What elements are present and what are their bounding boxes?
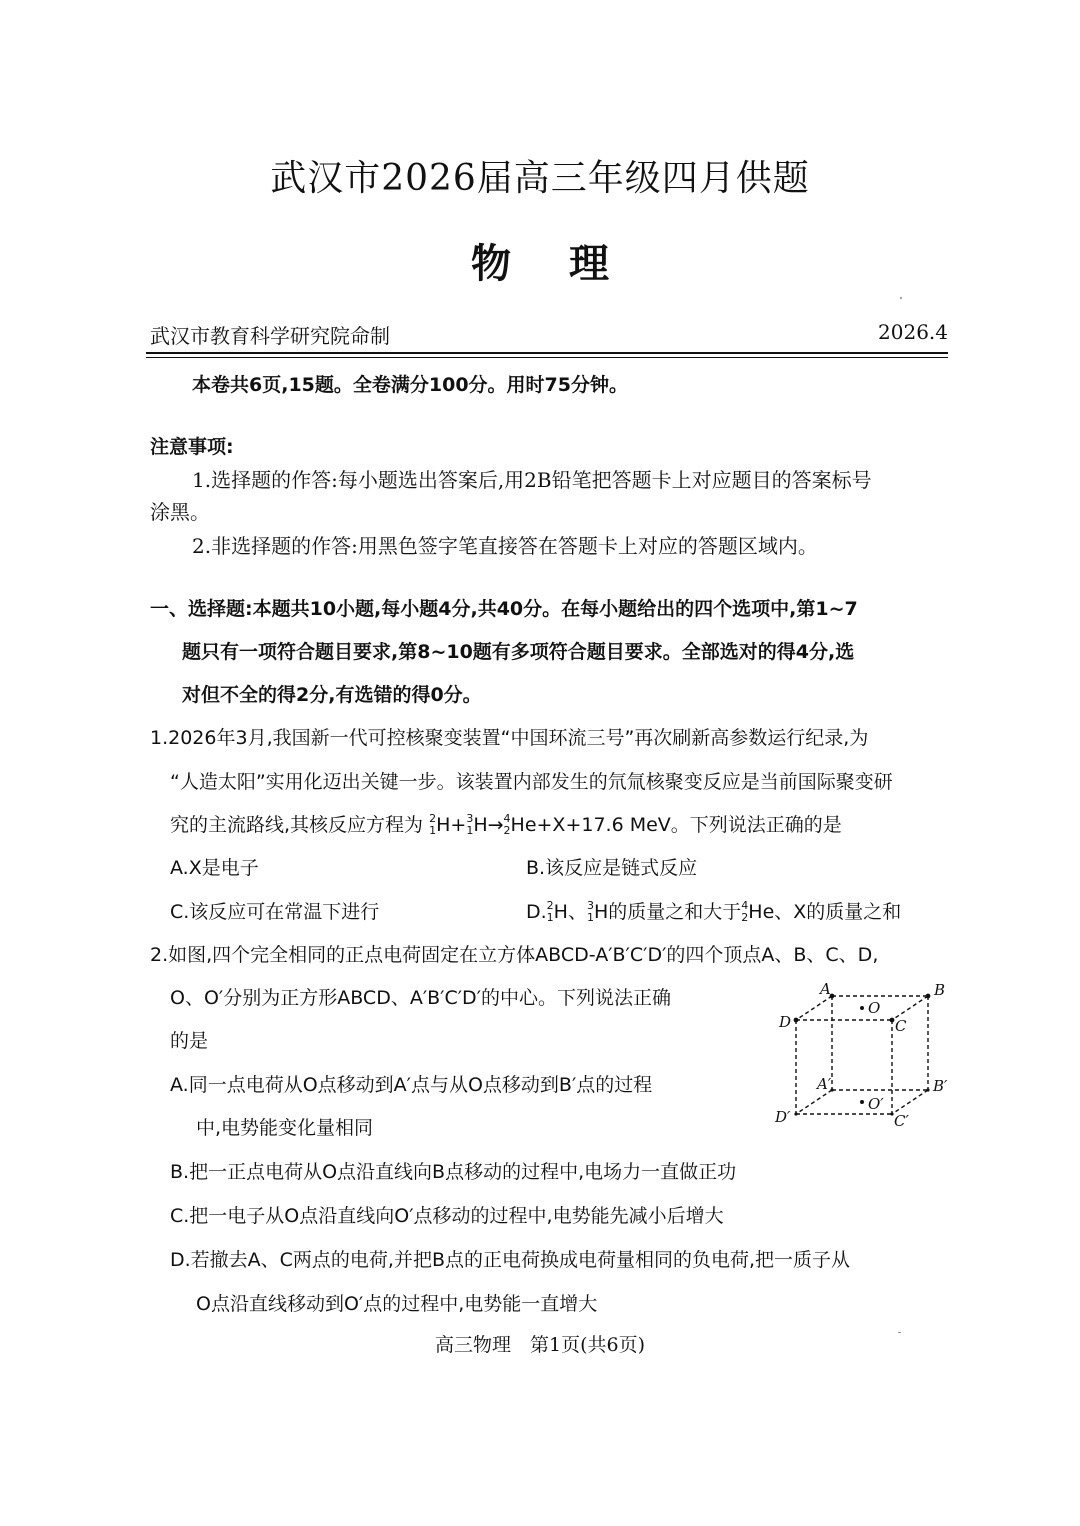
q2-stem-line-3: 的是 (170, 1030, 209, 1052)
isotope-deuterium: $^2_1$H (429, 812, 451, 837)
edge-B1C1 (892, 1090, 928, 1114)
label-C: C (895, 1017, 907, 1035)
point-O1 (860, 1100, 864, 1104)
issuer-line: 武汉市教育科学研究院命制 (150, 324, 390, 348)
q1-option-b: B.该反应是链式反应 (526, 857, 698, 879)
label-A1: A′ (817, 1075, 832, 1093)
label-O1: O′ (868, 1095, 884, 1113)
scan-speck (900, 297, 902, 299)
charge-C (890, 1018, 895, 1023)
label-D1: D′ (775, 1108, 791, 1126)
section-1-line-2: 题只有一项符合题目要求,第8~10题有多项符合题目要求。全部选对的得4分,选 (182, 641, 855, 663)
notice-item-1: 1.选择题的作答:每小题选出答案后,用2B铅笔把答题卡上对应题目的答案标号 (192, 468, 872, 492)
q2-stem-line-1: 2.如图,四个完全相同的正点电荷固定在立方体ABCD-A′B′C′D′的四个顶点A、B、C、D, (150, 944, 879, 966)
isotope-helium: $^4_2$He (503, 812, 537, 837)
vertex-D1 (794, 1112, 797, 1115)
notice-item-1-cont: 涂黑。 (150, 500, 210, 524)
label-O: O (868, 999, 881, 1017)
q2-option-d: D.若撤去A、C两点的电荷,并把B点的正电荷换成电荷量相同的负电荷,把一质子从 (170, 1249, 851, 1271)
edge-A1D1 (796, 1090, 832, 1114)
label-B: B (934, 981, 946, 999)
vertex-B1 (926, 1088, 929, 1091)
subject-title: 物理 (471, 240, 667, 287)
q1-option-d: D.$^2_1$H、$^3_1$H的质量之和大于$^4_2$He、X的质量之和 (526, 899, 902, 924)
q1-option-c: C.该反应可在常温下进行 (170, 901, 380, 923)
label-D: D (779, 1013, 792, 1031)
point-O (860, 1006, 864, 1010)
q1-option-a: A.X是电子 (170, 857, 259, 879)
cube-figure (770, 978, 960, 1130)
q2-option-b: B.把一正点电荷从O点沿直线向B点移动的过程中,电场力一直做正功 (170, 1161, 737, 1183)
q2-option-c: C.把一电子从O点沿直线向O′点移动的过程中,电势能先减小后增大 (170, 1205, 724, 1227)
q2-option-a: A.同一点电荷从O点移动到A′点与从O点移动到B′点的过程 (170, 1074, 653, 1096)
charge-B (926, 994, 931, 999)
q2-option-d-cont: O点沿直线移动到O′点的过程中,电势能一直增大 (196, 1293, 598, 1315)
label-B1: B′ (933, 1077, 948, 1095)
notice-heading: 注意事项: (150, 436, 234, 458)
exam-date: 2026.4 (878, 320, 948, 344)
q2-option-a-cont: 中,电势能变化量相同 (196, 1117, 374, 1139)
label-A: A (820, 980, 831, 998)
page-footer: 高三物理 第1页(共6页) (434, 1334, 645, 1356)
exam-summary: 本卷共6页,15题。全卷满分100分。用时75分钟。 (192, 374, 628, 396)
section-1-line-3: 对但不全的得2分,有选错的得0分。 (182, 684, 482, 706)
label-C1: C′ (894, 1112, 909, 1130)
isotope-tritium: $^3_1$H (466, 812, 488, 837)
q1-stem-line-3: 究的主流路线,其核反应方程为 $^2_1$H+$^3_1$H→$^4_2$He+X+17.6 MeV。下列说法正确的是 (170, 812, 842, 837)
header-rule-thick (146, 352, 948, 354)
edge-AD (796, 996, 832, 1020)
exam-title: 武汉市2026届高三年级四月供题 (270, 158, 810, 199)
q1-stem-line-2: “人造太阳”实用化迈出关键一步。该装置内部发生的氘氚核聚变反应是当前国际聚变研 (170, 771, 893, 793)
notice-item-2: 2.非选择题的作答:用黑色签字笔直接答在答题卡上对应的答题区域内。 (192, 534, 818, 558)
header-rule-thin (146, 357, 948, 358)
q1-stem-line-1: 1.2026年3月,我国新一代可控核聚变装置“中国环流三号”再次刷新高参数运行纪录,为 (150, 727, 869, 749)
scan-speck-2 (898, 1332, 901, 1333)
section-1-heading: 一、选择题:本题共10小题,每小题4分,共40分。在每小题给出的四个选项中,第1~7 (150, 598, 858, 620)
q2-stem-line-2: O、O′分别为正方形ABCD、A′B′C′D′的中心。下列说法正确 (170, 987, 672, 1009)
charge-D (794, 1018, 799, 1023)
